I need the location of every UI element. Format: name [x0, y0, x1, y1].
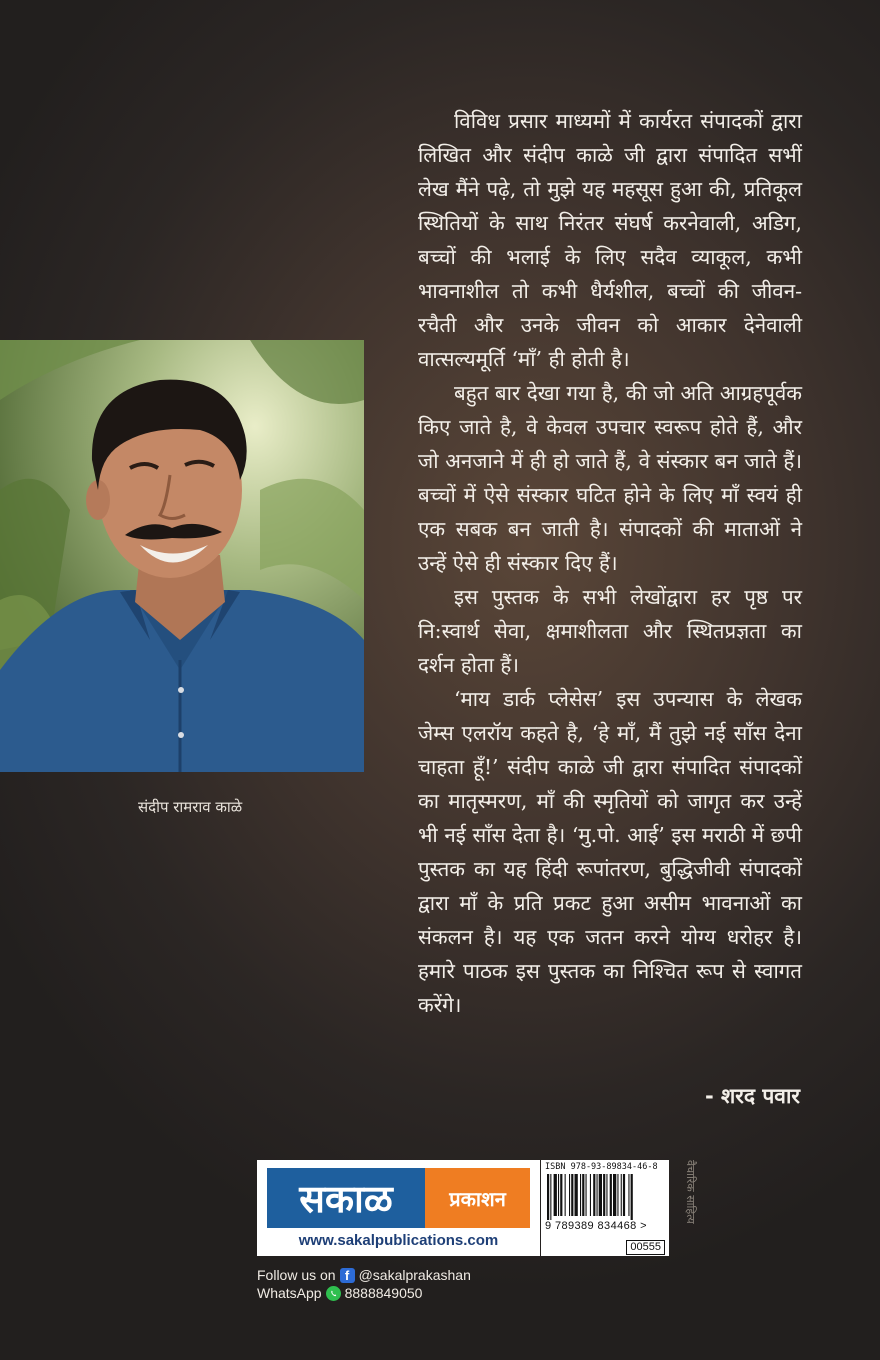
barcode-bar [558, 1174, 559, 1216]
barcode-bar [582, 1174, 584, 1216]
social-links [257, 1266, 471, 1302]
barcode-bar [590, 1174, 591, 1216]
barcode-bar [610, 1174, 612, 1216]
blurb-paragraph-3: इस पुस्तक के सभी लेखोंद्वारा हर पृष्ठ पर नि:स्वार्थ सेवा, क्षमाशीलता और स्थितप्रज्ञता का दर्शन होता हैं। [418, 585, 802, 677]
facebook-row [257, 1266, 471, 1284]
barcode-bar [586, 1174, 587, 1216]
whatsapp-row [257, 1284, 471, 1302]
whatsapp-number[interactable]: 8888849050 [344, 1285, 423, 1301]
blurb-paragraph-2: बहुत बार देखा गया है, की जो अति आग्रहपूर्वक किए जाते है, वे केवल उपचार स्वरूप होते हैं, और जो अनजाने में ही हो जाते हैं, वे संस्कार बन जाते हैं। बच्चों में ऐसे संस्कार घटित होने के लिए माँ स्वयं ही एक सबक बन जाती है। संपादकों की माताओं ने उन्हें ऐसे ही संस्कार दिए हैं। [418, 381, 802, 575]
blurb-text [418, 104, 802, 1022]
barcode-bar [628, 1174, 629, 1216]
barcode-bar [565, 1174, 566, 1216]
barcode-bar [550, 1174, 551, 1220]
barcode-bar [554, 1174, 557, 1216]
barcode-bar [547, 1174, 549, 1220]
follow-label: Follow us on [257, 1267, 336, 1283]
barcode-bar [603, 1174, 605, 1216]
genre-note: वैचारिक साहित्य [684, 1160, 697, 1224]
publisher-website[interactable]: www.sakalpublications.com [298, 1232, 499, 1249]
price-code: 00555 [626, 1240, 665, 1255]
barcode-bar [593, 1174, 595, 1216]
blurb-paragraph-4: ‘माय डार्क प्लेसेस’ इस उपन्यास के लेखक जेम्स एलरॉय कहते है, ‘हे माँ, मैं तुझे नई साँस देना चाहता हूँ!’ संदीप काळे जी द्वारा संपादित संपादकों का मातृस्मरण, माँ की स्मृतियों को जागृत कर उन्हें भी नई साँस देता है। ‘मु.पो. आई’ इस मराठी में छपी पुस्तक का यह हिंदी रूपांतरण, बुद्धिजीवी संपादकों द्वारा माँ के प्रति प्रकट हुआ असीम भावनाओं का संकलन है। यह एक जतन करने योग्य धरोहर है। हमारे पाठक इस पुस्तक का निश्चित रूप से स्वागत करेंगे। [418, 687, 802, 1017]
barcode-bar [599, 1174, 602, 1216]
whatsapp-icon[interactable] [326, 1286, 341, 1301]
barcode-bar [606, 1174, 607, 1216]
publisher-logo [267, 1168, 530, 1228]
barcode-bar [560, 1174, 562, 1216]
barcode-bar [571, 1174, 573, 1216]
barcode-bar [580, 1174, 581, 1216]
publisher-logo-sub: प्रकाशन [425, 1168, 530, 1228]
barcode-digits: 9 789389 834468 > [545, 1220, 647, 1232]
blurb-paragraph-1: विविध प्रसार माध्यमों में कार्यरत संपादकों द्वारा लिखित और संदीप काळे जी द्वारा संपादित सभीं लेख मैंने पढ़े, तो मुझे यह महसूस हुआ की, प्रतिकूल स्थितियों के साथ निरंतर संघर्ष करनेवाली, अडिग, बच्चों की भलाई के लिए सदैव व्याकूल, कभी भावनाशील तो कभी धैर्यशील, बच्चों की जीवन-रचैती और उनके जीवन को आकार देनेवाली वात्सल्यमूर्ति ‘माँ’ ही होती है। [418, 109, 802, 371]
barcode-bar [621, 1174, 622, 1216]
isbn-label: ISBN 978-93-89834-46-8 [545, 1162, 658, 1172]
signature: - शरद पवार [705, 1084, 800, 1108]
facebook-handle[interactable]: @sakalprakashan [358, 1267, 471, 1283]
facebook-icon[interactable]: f [340, 1268, 355, 1283]
barcode-bar [631, 1174, 633, 1220]
barcode-bar [617, 1174, 618, 1216]
barcode-graphic [547, 1174, 663, 1220]
barcode-bar [623, 1174, 625, 1216]
photo-caption: संदीप रामराव काळे [138, 798, 243, 816]
barcode-bar [575, 1174, 578, 1216]
barcode-bar [613, 1174, 616, 1216]
barcode-bar [569, 1174, 570, 1216]
publisher-logo-main: सकाळ [267, 1168, 425, 1228]
publisher-block [257, 1160, 540, 1256]
whatsapp-label: WhatsApp [257, 1285, 322, 1301]
isbn-barcode-block [541, 1160, 669, 1256]
author-photo [0, 340, 364, 772]
author-portrait-illustration [0, 340, 364, 772]
barcode-bar [597, 1174, 598, 1216]
